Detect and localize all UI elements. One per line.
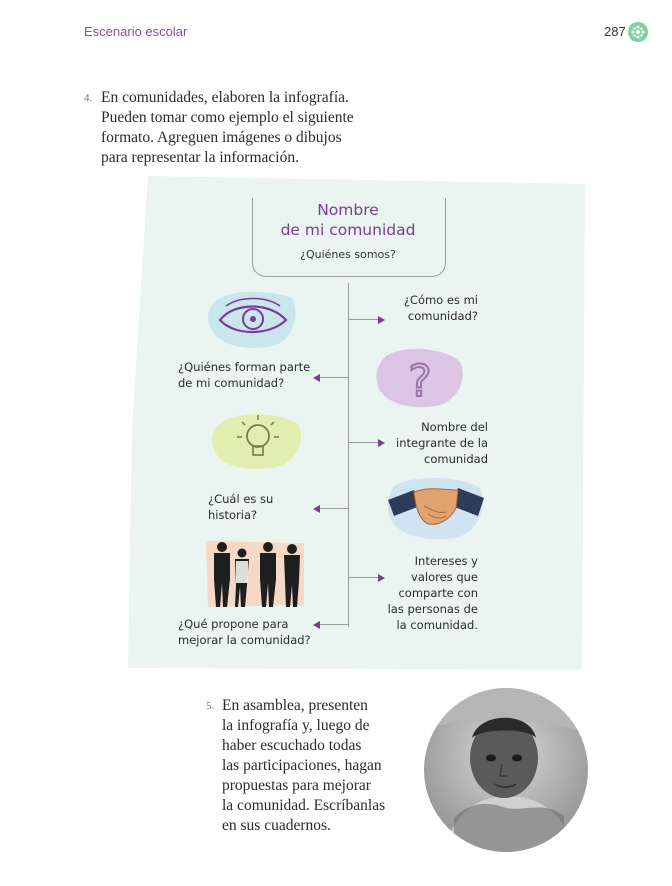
item-como-es — [370, 292, 478, 324]
item-line: valores que — [411, 570, 478, 584]
step-line: la infografía y, luego de — [222, 717, 370, 734]
infographic-subtitle: ¿Quiénes somos? — [300, 248, 396, 261]
item-line: de mi comunidad? — [178, 376, 285, 390]
item-line: comunidad? — [407, 309, 478, 323]
infographic-title — [252, 200, 444, 240]
item-line: integrante de la — [396, 436, 488, 450]
step-line: formato. Agreguen imágenes o dibujos — [101, 129, 342, 146]
svg-text:?: ? — [408, 356, 432, 407]
arrow-left-icon — [313, 505, 320, 513]
step-line: la comunidad. Escríbanlas — [222, 797, 386, 814]
flow-vertical-line — [348, 283, 349, 627]
title-line: Nombre — [317, 201, 379, 219]
gear-flower-icon — [628, 22, 648, 42]
people-silhouettes-icon — [200, 535, 310, 609]
branch-line — [320, 377, 348, 378]
child-portrait-photo — [424, 688, 588, 852]
item-line: ¿Cuál es su — [208, 492, 274, 506]
branch-line — [348, 442, 378, 443]
item-line: la comunidad. — [396, 618, 478, 632]
handshake-icon — [384, 476, 488, 542]
item-integrante — [378, 419, 488, 467]
step-line: las participaciones, hagan — [222, 757, 382, 774]
step-number: 5. — [206, 700, 215, 712]
branch-line — [320, 624, 348, 625]
step-line: En asamblea, presenten — [222, 697, 368, 714]
item-line: las personas de — [387, 602, 478, 616]
item-historia — [208, 491, 308, 523]
item-line: Intereses y — [414, 554, 478, 568]
step-line: En comunidades, elaboren la infografía. — [101, 89, 349, 106]
item-line: Nombre del — [421, 420, 488, 434]
item-que-propone — [178, 616, 318, 648]
item-line: ¿Quiénes forman parte — [178, 360, 311, 374]
item-intereses — [376, 553, 478, 633]
step-line: propuestas para mejorar — [222, 777, 371, 794]
branch-line — [348, 577, 378, 578]
step-line: haber escuchado todas — [222, 737, 362, 754]
item-line: ¿Qué propone para — [178, 617, 289, 631]
item-line: comunidad — [424, 452, 488, 466]
step-line: en sus cuadernos. — [222, 817, 331, 834]
item-line: ¿Cómo es mi — [403, 293, 478, 307]
step-5-instructions — [206, 696, 406, 836]
step-number: 4. — [84, 92, 93, 104]
item-line: historia? — [208, 508, 258, 522]
branch-line — [320, 508, 348, 509]
title-line: de mi comunidad — [280, 221, 416, 239]
question-mark-icon — [374, 346, 466, 410]
item-quienes-forman — [178, 359, 318, 391]
lightbulb-icon — [210, 410, 306, 470]
step-4-instructions — [84, 88, 374, 168]
item-line: mejorar la comunidad? — [178, 633, 311, 647]
item-line: comparte con — [398, 586, 478, 600]
step-line: Pueden tomar como ejemplo el siguiente — [101, 109, 354, 126]
eye-icon — [206, 288, 300, 350]
running-header: Escenario escolar — [84, 24, 188, 39]
page-number: 287 — [604, 24, 626, 39]
step-line: para representar la información. — [101, 149, 299, 166]
